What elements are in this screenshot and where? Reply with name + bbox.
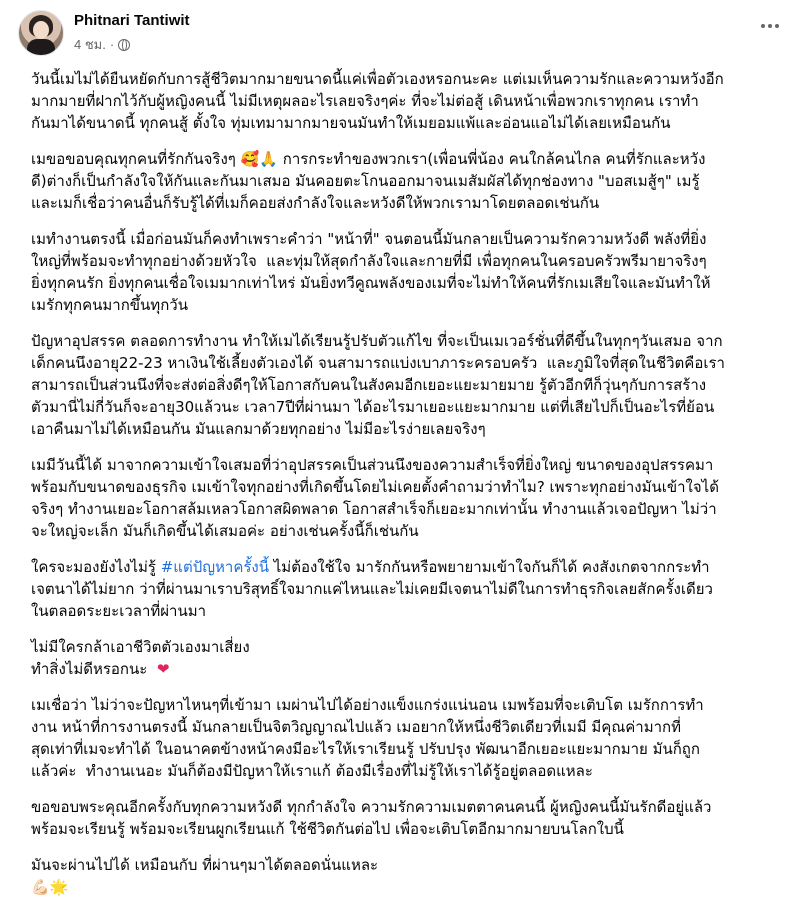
post-paragraph: ขอขอบพระคุณอีกครั้งกับทุกความหวังดี ทุกกำลังใจ ความรักความเมตตาคนคนนี้ ผู้หญิงคนนี้มันรักดีอยู่แล้ว พร้อมจะเรียนรู้ พร้อมจะเรียนผูกเรียนแก้ ใช้ชีวิตกันต่อไป เพื่อจะเติบโตอีกมากมายบนโลกใบนี้ [31,798,712,838]
author-name[interactable]: Phitnari Tantiwit [74,12,190,29]
post-time[interactable]: 4 ชม. [74,37,106,52]
post-paragraph: เมมีวันนี้ได้ มาจากความเข้าใจเสมอที่ว่าอุปสรรคเป็นส่วนนึงของความสำเร็จที่ยิ่งใหญ่ ขนาดของอุปสรรคมา พร้อมกับขนาดของธุรกิจ เมเข้าใจทุกอย่างที่เกิดขึ้นโดยไม่เคยตั้งคำถามว่าทำไม? เพราะทุกอย่างมันเข้าใจได้ จริงๆ ทำงานเยอะโอกาสล้มเหลวโอกาสผิดพลาด โอกาสสำเร็จก็เยอะมากเท่านั้น ทำงานแล้วเจอปัญหา ไม่ว่า จะใหญ่จะเล็ก มันก็เกิดขึ้นได้เสมอค่ะ อย่างเช่นครั้งนี้ก็เช่นกัน [31,456,719,540]
post-paragraph: ใครจะมองยังไงไม่รู้ #แต่ปัญหาครั้งนี้ ไม่ต้องใช้ใจ มารักกันหรือพยายามเข้าใจกันก็ได้ คงสังเกตจากกระทำ เจตนาได้ไม่ยาก ว่าที่ผ่านมาเราบริสุทธิ์ใจมากแค่ไหนและไม่เคยมีเจตนาไม่ดีในการทำธุรกิจเลยสักครั้งเดียว ในตลอดระยะเวลาที่ผ่านมา [31,558,713,620]
post-paragraph: วันนี้เมไม่ได้ยืนหยัดกับการสู้ชีวิตมากมายขนาดนี้แค่เพื่อตัวเองหรอกนะคะ แต่เมเห็นความรักและความหวังอีก มากมายที่ฝากไว้กับผู้หญิงคนนี้ ไม่มีเหตุผลอะไรเลยจริงๆค่ะ ที่จะไม่ต่อสู้ เดินหน้าเพื่อพวกเราทุกคน เราทำ กันมาได้ขนาดนี้ ทุกคนสู้ ตั้งใจ ทุ่มเทมามากมายจนมันทำให้เมยอมแพ้และอ่อนแอไม่ได้เลยเหมือนกัน [31,70,724,132]
post-meta: 4 ชม. · [74,34,130,55]
globe-icon[interactable] [118,39,130,51]
avatar[interactable] [18,10,64,56]
more-horizontal-icon[interactable] [756,16,784,36]
post-paragraph: มันจะผ่านไปได้ เหมือนกับ ที่ผ่านๆมาได้ตลอดนั่นแหละ 💪🏻🌟 [31,856,379,896]
heart-icon: ❤ [156,660,170,678]
post-paragraph: เมทำงานตรงนี้ เมื่อก่อนมันก็คงทำเพราะคำว่า "หน้าที่" จนตอนนี้มันกลายเป็นความรักความหวังดี พลังที่ยิ่ง ใหญ่ที่พร้อมจะทำทุกอย่างด้วยหัวใจ และทุ่มให้สุดกำลังใจและกายที่มี เพื่อทุกคนในครอบครัวพรีมายาจริงๆ ยิ่งทุกคนรัก ยิ่งทุกคนเชื่อใจเมมากเท่าไหร่ มันยิ่งทวีคูณพลังของเมที่จะไม่ทำให้คนที่รักเมเสียใจและมันทำให้ เมรักทุกคนมากขึ้นทุกวัน [31,230,711,314]
post-header [14,10,786,58]
post-paragraph: เมเชื่อว่า ไม่ว่าจะปัญหาไหนๆที่เข้ามา เมผ่านไปได้อย่างแข็งแกร่งแน่นอน เมพร้อมที่จะเติบโต เมรักการทำ งาน หน้าที่การงานตรงนี้ มันกลายเป็นจิตวิญญาณไปแล้ว เมอยากให้หนึ่งชีวิตเดียวที่เมมี มีคุณค่ามากที่ สุดเท่าที่เมจะทำได้ ในอนาคตข้างหน้าคงมีอะไรให้เราเรียนรู้ ปรับปรุง พัฒนาอีกเยอะแยะมากมาย มันก็ถูก แล้วค่ะ ทำงานเนอะ มันก็ต้องมีปัญหาให้เราแก้ ต้องมีเรื่องที่ไม่รู้ให้เราได้รู้อยู่ตลอดแหละ [31,696,704,780]
post-paragraph: ไม่มีใครกล้าเอาชีวิตตัวเองมาเสี่ยง ทำสิ่งไม่ดีหรอกนะ ❤ [31,638,250,678]
post-body [31,68,771,912]
post-paragraph: ปัญหาอุปสรรค ตลอดการทำงาน ทำให้เมได้เรียนรู้ปรับตัวแก้ไข ที่จะเป็นเมเวอร์ชั่นที่ดีขึ้นในทุกๆวันเสมอ จาก เด็กคนนึงอายุ22-23 หาเงินใช้เลี้ยงตัวเองได้ จนสามารถแบ่งเบาภาระครอบครัว และภูมิใจที่สุดในชีวิตคือเรา สามารถเป็นส่วนนึงที่จะส่งต่อสิ่งดีๆให้โอกาสกับคนในสังคมอีกเยอะแยะมายมาย รู้ตัวอีกทีก็วุ่นๆกับการสร้าง ตัวมานี่ไม่กี่วันก็จะอายุ30แล้วนะ เวลา7ปีที่ผ่านมา ได้อะไรมาเยอะแยะมากมาย แต่ที่เสียไปก็เป็นอะไรที่ย้อน เอาคืนมาไม่ได้เหมือนกัน มันแลกมาด้วยทุกอย่าง ไม่มีอะไรง่ายเลยจริงๆ [31,332,725,438]
hashtag-link[interactable]: #แต่ปัญหาครั้งนี้ [160,558,269,576]
post-paragraph: เมขอขอบคุณทุกคนที่รักกันจริงๆ 🥰🙏 การกระทำของพวกเรา(เพื่อนพี่น้อง คนใกล้คนไกล คนที่รักและหวัง ดี)ต่างก็เป็นกำลังใจให้กันและกันมาเสมอ มันคอยตะโกนออกมาจนเมสัมผัสได้ทุกช่องทาง "บอสเมสู้ๆ" เมรู้ และเมก็เชื่อว่าคนอื่นก็รับรู้ได้ที่เมก็คอยส่งกำลังใจและหวังดีให้พวกเรามาโดยตลอดเช่นกัน [31,150,706,212]
